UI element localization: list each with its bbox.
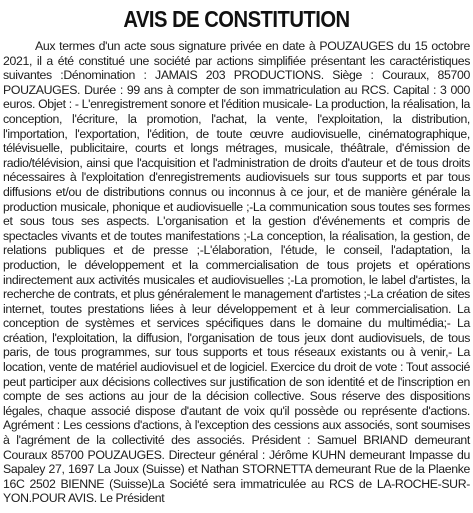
- notice-body: Aux termes d'un acte sous signature privée en date à POUZAUGES du 15 octobre 2021, il a été constitué une société par actions simplifiée présentant les caractéristiques suivantes :Dénomination : JAMAIS 203 PRODUCTIONS. Siège : Couraux, 85700 POUZAUGES. Durée : 99 ans à compter de son immatriculation au RCS. Capital : 3 000 euros. Objet : - L'enregistrement sonore et l'édition musicale- La production, la réalisation, la conception, l'écriture, la promotion, l'achat, la vente, l'exploitation, la distribution, l'importation, l'exportation, l'édition, de toute œuvre audiovisuelle, cinématographique, télévisuelle, publicitaire, courts et longs métrages, musicale, théâtrale, d'émission de radio/télévision, ainsi que l'acquisition et l'administration de droits d'auteur et de tous droits nécessaires à l'exploitation d'enregistrements audiovisuels sur tous supports et par tous diffusions et/ou de distributions connus ou inconnus à ce jour, et de manière générale la production musicale, phonique et audiovisuelle ;-La communication sous toutes ses formes et sous tous ses aspects. L'organisation et la gestion d'événements et compris de spectacles vivants et de toutes manifestations ;-La conception, la réalisation, la gestion, de relations publiques et de presse ;-L'élaboration, l'étude, le conseil, l'adaptation, la production, le développement et la commercialisation de tous projets et opérations indirectement aux activités musicales et audiovisuelles ;-La promotion, le label d'artistes, la recherche de contrats, et plus généralement le management d'artistes ;-La création de sites internet, toutes prestations liées à leur développement et à leur commercialisation. La conception de systèmes et services spécifiques dans le domaine du multimédia;- La création, l'exploitation, la diffusion, l'organisation de tous jeux dont audiovisuels, de tous paris, de tous programmes, sur tous supports et tous réseaux existants ou à venir,- La location, vente de matériel audiovisuel et de logiciel. Exercice du droit de vote : Tout associé peut participer aux décisions collectives sur justification de son identité et de l'inscription en compte de ses actions au jour de la décision collective. Sous réserve des dispositions légales, chaque associé dispose d'autant de voix qu'il possède ou représente d'actions. Agrément : Les cessions d'actions, à l'exception des cessions aux associés, sont soumises à l'agrément de la collectivité des associés. Président : Samuel BRIAND demeurant Couraux 85700 POUZAUGES. Directeur général : Jérôme KUHN demeurant Impasse du Sapaley 27, 1697 La Joux (Suisse) et Nathan STORNETTA demeurant Rue de la Plaenke 16C 2502 BIENNE (Suisse)La Société sera immatriculée au RCS de LA-ROCHE-SUR-YON.POUR AVIS. Le Président: [3, 39, 470, 506]
- notice-title: AVIS DE CONSTITUTION: [123, 6, 350, 32]
